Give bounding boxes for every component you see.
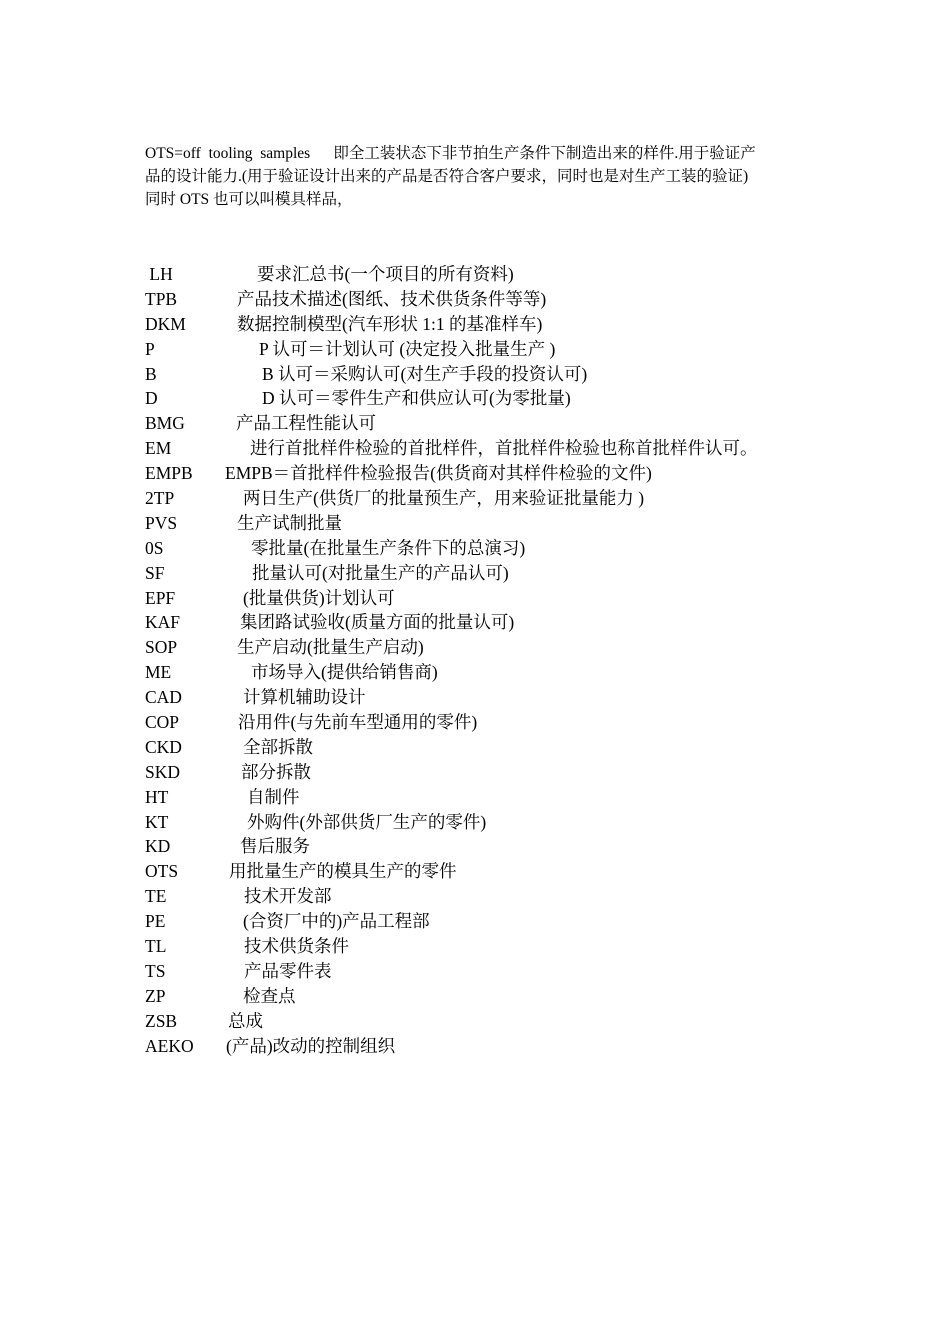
abbreviation-term: COP bbox=[145, 712, 180, 733]
abbreviation-term: D bbox=[145, 388, 158, 409]
abbreviation-row bbox=[0, 461, 950, 486]
abbreviation-term: DKM bbox=[145, 313, 186, 334]
abbreviation-description: 市场导入(提供给销售商) bbox=[251, 662, 438, 683]
intro-paragraph bbox=[145, 142, 817, 211]
abbreviation-term: CAD bbox=[145, 687, 182, 708]
abbreviation-row bbox=[0, 511, 950, 536]
abbreviation-row bbox=[0, 785, 950, 810]
abbreviation-row bbox=[0, 710, 950, 735]
abbreviation-row bbox=[0, 859, 950, 884]
abbreviation-description: 检查点 bbox=[243, 985, 296, 1006]
abbreviation-description: 沿用件(与先前车型通用的零件) bbox=[238, 712, 478, 733]
abbreviation-description: 外购件(外部供货厂生产的零件) bbox=[247, 811, 487, 832]
abbreviation-row bbox=[0, 834, 950, 859]
abbreviation-row bbox=[0, 610, 950, 635]
intro-line-1: OTS=off tooling samples 即全工装状态下非节拍生产条件下制造出来的样件.用于验证产 bbox=[145, 145, 756, 162]
abbreviation-term: EM bbox=[145, 438, 172, 459]
abbreviation-term: CKD bbox=[145, 736, 182, 757]
abbreviation-row bbox=[0, 1034, 950, 1059]
abbreviation-row bbox=[0, 561, 950, 586]
abbreviation-term: TPB bbox=[145, 288, 178, 309]
abbreviation-description: P 认可＝计划认可 (决定投入批量生产 ) bbox=[259, 338, 556, 359]
abbreviation-description: 全部拆散 bbox=[243, 736, 313, 757]
abbreviation-description: 数据控制模型(汽车形状 1:1 的基准样车) bbox=[237, 313, 543, 334]
intro-line-2: 品的设计能力.(用于验证设计出来的产品是否符合客户要求，同时也是对生产工装的验证) bbox=[145, 168, 749, 185]
abbreviation-term: SOP bbox=[145, 637, 178, 658]
abbreviation-description: 进行首批样件检验的首批样件，首批样件检验也称首批样件认可。 bbox=[250, 438, 758, 459]
abbreviation-term: ZSB bbox=[145, 1010, 178, 1031]
abbreviation-list bbox=[0, 262, 950, 1059]
abbreviation-term: B bbox=[145, 363, 157, 384]
abbreviation-description: (合资厂中的)产品工程部 bbox=[243, 911, 430, 932]
abbreviation-description: (批量供货)计划认可 bbox=[243, 587, 395, 608]
abbreviation-description: 要求汇总书(一个项目的所有资料) bbox=[257, 264, 514, 284]
abbreviation-term: PVS bbox=[145, 512, 178, 533]
abbreviation-description: 生产试制批量 bbox=[237, 512, 342, 533]
abbreviation-row bbox=[0, 984, 950, 1009]
abbreviation-term: SF bbox=[145, 562, 165, 583]
abbreviation-term: BMG bbox=[145, 413, 185, 434]
abbreviation-description: B 认可＝采购认可(对生产手段的投资认可) bbox=[262, 363, 588, 384]
abbreviation-term: 0S bbox=[145, 537, 164, 558]
abbreviation-row bbox=[0, 959, 950, 984]
abbreviation-description: 集团路试验收(质量方面的批量认可) bbox=[240, 612, 515, 633]
abbreviation-row bbox=[0, 685, 950, 710]
abbreviation-row bbox=[0, 362, 950, 387]
abbreviation-term: EMPB bbox=[145, 463, 193, 484]
abbreviation-row bbox=[0, 386, 950, 411]
abbreviation-description: 总成 bbox=[228, 1010, 263, 1031]
abbreviation-row bbox=[0, 660, 950, 685]
abbreviation-description: 自制件 bbox=[247, 786, 300, 807]
abbreviation-description: (产品)改动的控制组织 bbox=[226, 1035, 396, 1056]
abbreviation-term: KD bbox=[145, 836, 171, 857]
abbreviation-term: AEKO bbox=[145, 1035, 194, 1056]
abbreviation-description: 生产启动(批量生产启动) bbox=[237, 637, 424, 658]
abbreviation-term: TE bbox=[145, 886, 167, 907]
abbreviation-term: ME bbox=[145, 662, 172, 683]
abbreviation-term: SKD bbox=[145, 761, 181, 782]
abbreviation-description: 计算机辅助设计 bbox=[243, 687, 366, 708]
abbreviation-term: OTS bbox=[145, 861, 179, 882]
abbreviation-description: 批量认可(对批量生产的产品认可) bbox=[252, 562, 509, 583]
abbreviation-description: EMPB＝首批样件检验报告(供货商对其样件检验的文件) bbox=[225, 463, 652, 484]
intro-line-3: 同时 OTS 也可以叫模具样品， bbox=[145, 191, 353, 208]
abbreviation-term: PE bbox=[145, 911, 166, 932]
abbreviation-description: 两日生产(供货厂的批量预生产，用来验证批量能力 ) bbox=[243, 488, 645, 509]
abbreviation-row bbox=[0, 287, 950, 312]
abbreviation-description: 售后服务 bbox=[240, 836, 310, 857]
abbreviation-row bbox=[0, 436, 950, 461]
abbreviation-term: P bbox=[145, 338, 155, 359]
abbreviation-row bbox=[0, 635, 950, 660]
abbreviation-row bbox=[0, 810, 950, 835]
abbreviation-row bbox=[0, 760, 950, 785]
abbreviation-description: 产品零件表 bbox=[244, 960, 332, 981]
abbreviation-row bbox=[0, 884, 950, 909]
abbreviation-row bbox=[0, 312, 950, 337]
abbreviation-term: KAF bbox=[145, 612, 181, 633]
abbreviation-term: LH bbox=[145, 264, 173, 284]
abbreviation-term: TL bbox=[145, 936, 167, 957]
abbreviation-description: 技术供货条件 bbox=[244, 936, 349, 957]
abbreviation-row bbox=[0, 909, 950, 934]
abbreviation-row bbox=[0, 262, 950, 287]
abbreviation-row bbox=[0, 586, 950, 611]
abbreviation-description: 用批量生产的模具生产的零件 bbox=[229, 861, 457, 882]
abbreviation-row bbox=[0, 411, 950, 436]
abbreviation-term: EPF bbox=[145, 587, 176, 608]
abbreviation-row bbox=[0, 735, 950, 760]
abbreviation-row bbox=[0, 536, 950, 561]
abbreviation-row bbox=[0, 934, 950, 959]
abbreviation-term: ZP bbox=[145, 985, 166, 1006]
abbreviation-description: 零批量(在批量生产条件下的总演习) bbox=[251, 537, 526, 558]
abbreviation-term: TS bbox=[145, 960, 166, 981]
abbreviation-term: 2TP bbox=[145, 488, 175, 509]
abbreviation-row bbox=[0, 1009, 950, 1034]
abbreviation-row bbox=[0, 337, 950, 362]
abbreviation-term: KT bbox=[145, 811, 169, 832]
abbreviation-description: 部分拆散 bbox=[241, 761, 311, 782]
abbreviation-description: 产品工程性能认可 bbox=[236, 413, 376, 434]
abbreviation-row bbox=[0, 486, 950, 511]
abbreviation-term: HT bbox=[145, 786, 169, 807]
abbreviation-description: 技术开发部 bbox=[244, 886, 332, 907]
abbreviation-description: 产品技术描述(图纸、技术供货条件等等) bbox=[237, 288, 547, 309]
abbreviation-description: D 认可＝零件生产和供应认可(为零批量) bbox=[262, 388, 571, 409]
